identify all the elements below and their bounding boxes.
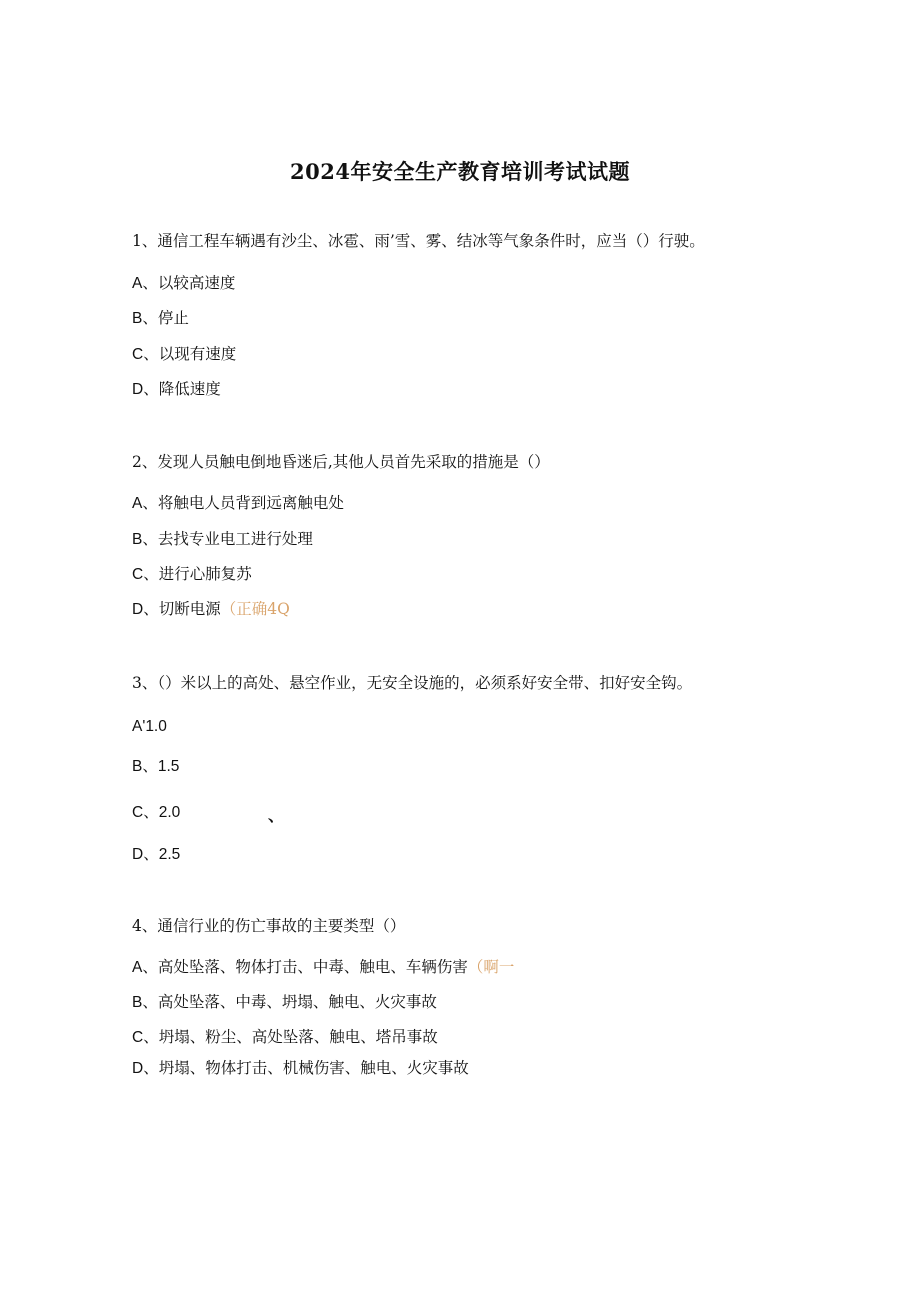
option-label: D、 xyxy=(132,1060,159,1077)
option-text: 以较高速度 xyxy=(157,274,236,292)
option-label: A' xyxy=(132,718,146,735)
question-3-option-d xyxy=(132,845,180,865)
question-4-stem: 4、通信行业的伤亡事故的主要类型（） xyxy=(132,917,406,935)
option-label: D、 xyxy=(132,846,159,863)
question-4-option-b xyxy=(132,992,437,1013)
page-title: 2024年安全生产教育培训考试试题 xyxy=(290,159,630,184)
stray-mark: 、 xyxy=(268,806,285,825)
option-label: A、 xyxy=(132,959,158,976)
option-text: 高处坠落、中毒、坍塌、触电、火灾事故 xyxy=(157,993,437,1011)
question-2-option-a xyxy=(132,493,344,514)
option-text: 2.5 xyxy=(158,846,181,863)
question-3-stem: 3、（）米以上的高处、悬空作业，无安全设施的，必须系好安全带、扣好安全钩。 xyxy=(132,674,693,692)
option-text: 进行心肺复苏 xyxy=(158,565,252,583)
option-label: D、 xyxy=(132,601,159,618)
option-label: C、 xyxy=(132,1029,159,1046)
option-text: 切断电源 xyxy=(158,600,221,618)
option-label: B、 xyxy=(132,310,158,327)
option-label: B、 xyxy=(132,531,158,548)
question-4-option-d xyxy=(132,1058,469,1079)
question-3-option-a xyxy=(132,717,167,737)
question-4-option-a xyxy=(132,957,514,978)
option-label: B、 xyxy=(132,758,158,775)
option-text: 高处坠落、物体打击、中毒、触电、车辆伤害 xyxy=(157,958,468,976)
option-text: 以现有速度 xyxy=(158,345,237,363)
option-text: 降低速度 xyxy=(158,380,221,398)
option-text: 将触电人员背到远离触电处 xyxy=(157,494,344,512)
answer-note: （啊一 xyxy=(467,958,515,976)
question-2-option-c xyxy=(132,564,252,585)
option-text: 坍塌、物体打击、机械伤害、触电、火灾事故 xyxy=(158,1059,469,1077)
question-1-option-a xyxy=(132,273,235,294)
option-text: 停止 xyxy=(157,309,189,327)
option-text: 1.0 xyxy=(145,718,167,735)
option-label: C、 xyxy=(132,346,159,363)
option-text: 2.0 xyxy=(158,804,181,821)
question-2-option-d xyxy=(132,599,290,620)
question-3-option-c xyxy=(132,803,180,823)
question-1-option-d xyxy=(132,379,221,400)
option-label: C、 xyxy=(132,566,159,583)
option-label: C、 xyxy=(132,804,159,821)
answer-note: （正确4Q xyxy=(220,600,290,618)
question-1-option-b xyxy=(132,308,189,329)
option-label: A、 xyxy=(132,275,158,292)
question-3-option-b xyxy=(132,757,179,777)
question-2-option-b xyxy=(132,529,313,550)
option-label: B、 xyxy=(132,994,158,1011)
question-1-option-c xyxy=(132,344,236,365)
question-4-option-c xyxy=(132,1027,438,1048)
question-1-stem: 1、通信工程车辆遇有沙尘、冰雹、雨’雪、雾、结冰等气象条件时，应当（）行驶。 xyxy=(132,232,705,250)
option-text: 去找专业电工进行处理 xyxy=(157,530,313,548)
option-label: D、 xyxy=(132,381,159,398)
question-2-stem: 2、发现人员触电倒地昏迷后,其他人员首先采取的措施是（） xyxy=(132,453,550,471)
option-text: 1.5 xyxy=(157,758,180,775)
option-text: 坍塌、粉尘、高处坠落、触电、塔吊事故 xyxy=(158,1028,438,1046)
option-label: A、 xyxy=(132,495,158,512)
